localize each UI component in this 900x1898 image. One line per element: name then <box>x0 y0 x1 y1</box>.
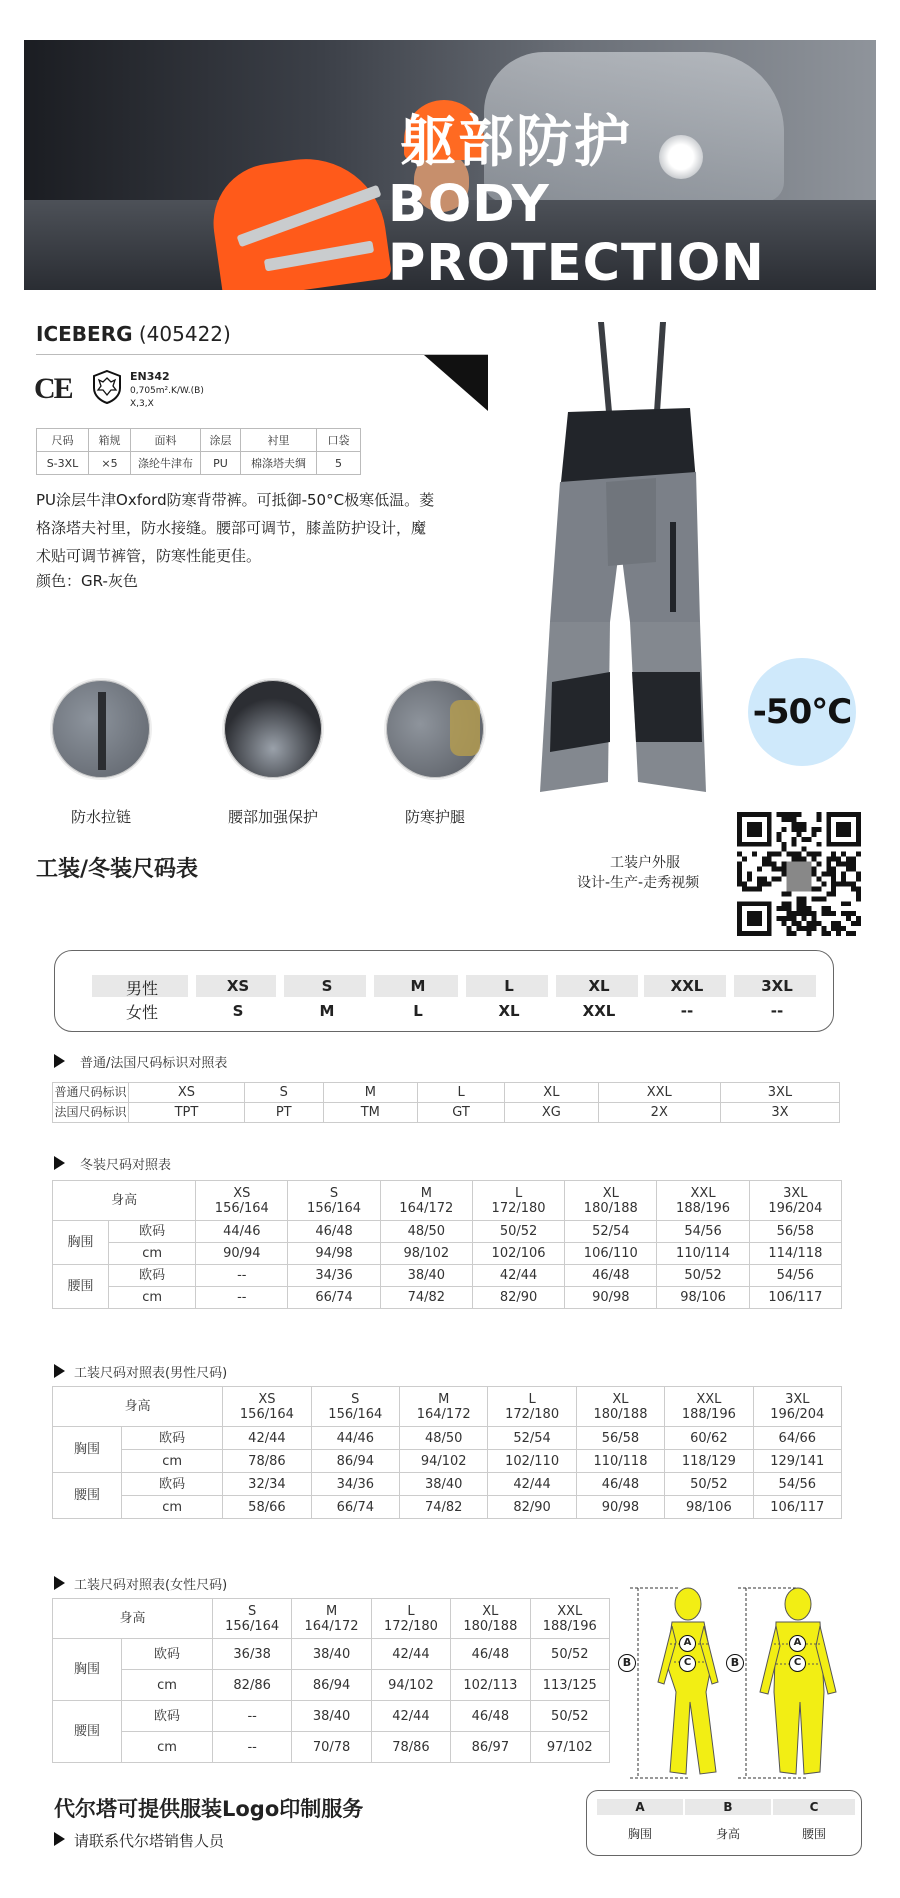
size-header <box>749 1181 841 1221</box>
logo-service-title: 代尔塔可提供服装Logo印制服务 <box>54 1797 364 1821</box>
gender-female-size: -- <box>770 1002 784 1020</box>
size-header <box>530 1599 609 1639</box>
gender-male-label: 男性 <box>125 979 158 998</box>
table-cell: 106/117 <box>753 1496 841 1519</box>
table-cell: 86/94 <box>292 1670 371 1701</box>
gender-female-size: XL <box>498 1002 520 1020</box>
table-cell: 38/40 <box>400 1473 488 1496</box>
table-cell: XS <box>129 1083 245 1103</box>
size-code: 3XL <box>785 1391 810 1407</box>
table-cell: 50/52 <box>472 1221 564 1243</box>
table-cell: 42/44 <box>371 1639 450 1670</box>
table-cell: 50/52 <box>665 1473 753 1496</box>
table-cell: M <box>323 1083 418 1103</box>
qr-label-1: 工装户外服 <box>610 855 680 871</box>
table-cell: 42/44 <box>472 1265 564 1287</box>
legend-meaning: 身高 <box>715 1827 740 1841</box>
table-cell: 90/98 <box>565 1287 657 1309</box>
table-row <box>53 1221 842 1243</box>
table-cell: 102/106 <box>472 1243 564 1265</box>
standard-code: EN342 <box>130 370 170 383</box>
table-cell: S <box>244 1083 323 1103</box>
size-height: 156/164 <box>328 1406 383 1422</box>
size-header <box>451 1599 530 1639</box>
table-cell: 82/90 <box>488 1496 576 1519</box>
size-height: 180/188 <box>593 1406 648 1422</box>
zipper-shape <box>98 692 106 770</box>
table-cell: 60/62 <box>665 1427 753 1450</box>
marker-a: A <box>679 1635 696 1652</box>
feature-label: 腰部加强保护 <box>227 808 318 826</box>
waist-label: 腰围 <box>53 1473 122 1519</box>
spec-value: 棉涤塔夫绸 <box>241 452 317 475</box>
waist-label: 腰围 <box>53 1701 122 1763</box>
size-code: S <box>329 1185 339 1201</box>
legend-meaning: 腰围 <box>801 1827 826 1841</box>
size-header <box>565 1181 657 1221</box>
standard-class: X,3,X <box>130 399 154 409</box>
size-code: L <box>407 1603 415 1619</box>
temperature-text: -50°C <box>752 692 852 732</box>
marker-c: C <box>679 1655 696 1672</box>
gender-male-size: M <box>410 977 426 995</box>
size-header <box>657 1181 749 1221</box>
table-cell: 34/36 <box>311 1473 399 1496</box>
table-cell: L <box>418 1083 505 1103</box>
feature-label: 防水拉链 <box>70 808 131 826</box>
size-code: XL <box>602 1185 619 1201</box>
size-height: 172/180 <box>491 1200 546 1216</box>
table-cell: XL <box>505 1083 599 1103</box>
table-cell: 58/66 <box>223 1496 311 1519</box>
header-row <box>53 1181 842 1221</box>
table-cell: 46/48 <box>451 1639 530 1670</box>
table-row <box>53 1265 842 1287</box>
marker-a: A <box>789 1635 806 1652</box>
size-header <box>196 1181 288 1221</box>
table-row <box>53 1243 842 1265</box>
size-height: 164/172 <box>304 1618 359 1634</box>
header-row <box>53 1599 610 1639</box>
marker-b: B <box>618 1654 636 1672</box>
table-cell: -- <box>212 1732 291 1763</box>
table-cell: -- <box>212 1701 291 1732</box>
gender-female-label: 女性 <box>125 1003 158 1022</box>
table-row <box>53 1701 610 1732</box>
size-height: 172/180 <box>383 1618 438 1634</box>
size-height: 164/172 <box>399 1200 454 1216</box>
camo-patch <box>450 700 480 756</box>
feature-label: 防寒护腿 <box>404 808 465 826</box>
cm-label: cm <box>122 1670 213 1701</box>
table-cell: 129/141 <box>753 1450 841 1473</box>
size-code: M <box>420 1185 432 1201</box>
size-header <box>576 1387 664 1427</box>
table-cell: 114/118 <box>749 1243 841 1265</box>
table-cell: 46/48 <box>288 1221 380 1243</box>
table-cell: 74/82 <box>400 1496 488 1519</box>
size-height: 196/204 <box>768 1200 823 1216</box>
fr-size-table <box>52 1082 840 1123</box>
table-cell: -- <box>196 1265 288 1287</box>
table-cell: 46/48 <box>451 1701 530 1732</box>
table-cell: 54/56 <box>749 1265 841 1287</box>
size-height: 156/164 <box>214 1200 269 1216</box>
legend-letter: A <box>597 1799 683 1815</box>
height-label: 身高 <box>53 1181 196 1221</box>
feature-image-zipper <box>50 678 152 780</box>
table-cell: 54/56 <box>753 1473 841 1496</box>
table-row <box>53 1450 842 1473</box>
table-cell: 42/44 <box>371 1701 450 1732</box>
table-cell: 54/56 <box>657 1221 749 1243</box>
table-cell: 90/94 <box>196 1243 288 1265</box>
table-cell: 56/58 <box>576 1427 664 1450</box>
table-cell: 74/82 <box>380 1287 472 1309</box>
qr-code-icon <box>737 812 861 936</box>
table-cell: 2X <box>598 1103 720 1123</box>
table-cell: PT <box>244 1103 323 1123</box>
divider <box>36 354 488 355</box>
table-row <box>53 1287 842 1309</box>
table-row <box>53 1103 840 1123</box>
height-label: 身高 <box>53 1387 223 1427</box>
row-label: 法国尺码标识 <box>53 1103 129 1123</box>
size-code: XL <box>482 1603 499 1619</box>
table-row <box>53 1670 610 1701</box>
table-cell: 90/98 <box>576 1496 664 1519</box>
table-row <box>53 1427 842 1450</box>
spec-value: S-3XL <box>37 452 89 475</box>
size-header <box>472 1181 564 1221</box>
table-row <box>53 1473 842 1496</box>
gender-female-size: XXL <box>582 1002 616 1020</box>
size-header <box>665 1387 753 1427</box>
size-code: S <box>248 1603 257 1619</box>
male-body-figure <box>728 1582 848 1782</box>
cm-label: cm <box>122 1450 223 1473</box>
table-cell: 52/54 <box>565 1221 657 1243</box>
table-cell: 82/90 <box>472 1287 564 1309</box>
winter-size-table <box>52 1180 842 1309</box>
size-height: 188/196 <box>542 1618 597 1634</box>
corner-triangle <box>424 355 488 411</box>
table-cell: 38/40 <box>380 1265 472 1287</box>
header-row <box>53 1387 842 1427</box>
table-cell: 66/74 <box>288 1287 380 1309</box>
cm-label: cm <box>109 1287 196 1309</box>
table-cell: 98/102 <box>380 1243 472 1265</box>
table-cell: 38/40 <box>292 1639 371 1670</box>
table-cell: 66/74 <box>311 1496 399 1519</box>
size-height: 180/188 <box>463 1618 518 1634</box>
worker-illustration <box>174 100 424 290</box>
spec-value: ×5 <box>89 452 131 475</box>
eu-label: 欧码 <box>109 1221 196 1243</box>
table-cell: 32/34 <box>223 1473 311 1496</box>
table-cell: 98/106 <box>665 1496 753 1519</box>
arrow-icon <box>54 1156 65 1170</box>
table-cell: 94/102 <box>371 1670 450 1701</box>
size-height: 188/196 <box>676 1200 731 1216</box>
table-row <box>53 1639 610 1670</box>
table-cell: XG <box>505 1103 599 1123</box>
eu-label: 欧码 <box>109 1265 196 1287</box>
female-body-figure <box>620 1582 728 1782</box>
headlight <box>659 135 703 179</box>
table-cell: 50/52 <box>657 1265 749 1287</box>
table-cell: GT <box>418 1103 505 1123</box>
marker-c: C <box>789 1655 806 1672</box>
size-height: 180/188 <box>583 1200 638 1216</box>
table-cell: 78/86 <box>223 1450 311 1473</box>
spec-header: 尺码 <box>37 429 89 452</box>
size-code: XXL <box>696 1391 722 1407</box>
spec-header: 衬里 <box>241 429 317 452</box>
chest-label: 胸围 <box>53 1221 109 1265</box>
table-cell: 70/78 <box>292 1732 371 1763</box>
female-size-table <box>52 1598 610 1763</box>
table-cell: 38/40 <box>292 1701 371 1732</box>
table-cell: 113/125 <box>530 1670 609 1701</box>
table-cell: 3X <box>720 1103 839 1123</box>
table-cell: 118/129 <box>665 1450 753 1473</box>
table-cell: 78/86 <box>371 1732 450 1763</box>
hero-title-en: BODY PROTECTION <box>388 175 765 293</box>
size-code: XXL <box>690 1185 716 1201</box>
table-row <box>53 1496 842 1519</box>
male-size-table <box>52 1386 842 1519</box>
table-cell: 94/98 <box>288 1243 380 1265</box>
size-code: 3XL <box>783 1185 808 1201</box>
size-header <box>311 1387 399 1427</box>
table-cell: 86/97 <box>451 1732 530 1763</box>
spec-value: PU <box>201 452 241 475</box>
table-cell: TPT <box>129 1103 245 1123</box>
size-height: 156/164 <box>239 1406 294 1422</box>
size-header <box>400 1387 488 1427</box>
table-cell: 48/50 <box>380 1221 472 1243</box>
spec-header: 涂层 <box>201 429 241 452</box>
size-height: 188/196 <box>681 1406 736 1422</box>
arrow-icon <box>54 1364 65 1378</box>
waist-label: 腰围 <box>53 1265 109 1309</box>
gender-male-size: XS <box>226 977 250 995</box>
table-cell: 106/110 <box>565 1243 657 1265</box>
pants-image <box>520 322 720 832</box>
spec-header: 面料 <box>131 429 201 452</box>
cm-label: cm <box>122 1732 213 1763</box>
product-description: PU涂层牛津Oxford防寒背带裤。可抵御-50°C极寒低温。菱格涤塔夫衬里，防水接缝。腰部可调节，膝盖防护设计，魔术贴可调节裤管，防寒性能更佳。 <box>36 491 435 565</box>
size-header <box>753 1387 841 1427</box>
cm-label: cm <box>109 1243 196 1265</box>
standard-value: 0,705m².K/W.(B) <box>130 386 204 396</box>
table-cell: 42/44 <box>223 1427 311 1450</box>
spec-header-row <box>37 429 361 452</box>
size-header <box>488 1387 576 1427</box>
legend-letter: C <box>773 1799 855 1815</box>
table-row <box>53 1083 840 1103</box>
arrow-icon <box>54 1832 65 1846</box>
table-cell: 106/117 <box>749 1287 841 1309</box>
size-height: 196/204 <box>770 1406 825 1422</box>
table-cell: 52/54 <box>488 1427 576 1450</box>
table-cell: 82/86 <box>212 1670 291 1701</box>
table-cell: 50/52 <box>530 1701 609 1732</box>
legend-meaning: 胸围 <box>627 1827 652 1841</box>
male-table-title: 工装尺码对照表(男性尺码) <box>74 1366 228 1381</box>
size-code: XL <box>612 1391 629 1407</box>
table-cell: XXL <box>598 1083 720 1103</box>
gender-female-size: S <box>232 1002 244 1020</box>
table-cell: 48/50 <box>400 1427 488 1450</box>
table-cell: 34/36 <box>288 1265 380 1287</box>
size-code: XS <box>233 1185 251 1201</box>
spec-value: 涤纶牛津布 <box>131 452 201 475</box>
eu-label: 欧码 <box>122 1473 223 1496</box>
gender-male-size: L <box>504 977 514 995</box>
size-header <box>292 1599 371 1639</box>
size-code: M <box>438 1391 450 1407</box>
size-header <box>380 1181 472 1221</box>
feature-image-waist <box>222 678 324 780</box>
table-cell: 94/102 <box>400 1450 488 1473</box>
size-code: M <box>325 1603 338 1619</box>
table-cell: 44/46 <box>196 1221 288 1243</box>
row-label: 普通尺码标识 <box>53 1083 129 1103</box>
table-cell: 86/94 <box>311 1450 399 1473</box>
table-cell: 102/113 <box>451 1670 530 1701</box>
size-code: XXL <box>557 1603 583 1619</box>
legend-letter: B <box>685 1799 771 1815</box>
gender-male-size: 3XL <box>761 977 793 995</box>
size-section-title: 工装/冬装尺码表 <box>36 857 199 882</box>
logo-service-subtitle: 请联系代尔塔销售人员 <box>74 1832 225 1850</box>
winter-table-title: 冬装尺码对照表 <box>80 1158 172 1173</box>
table-cell: 44/46 <box>311 1427 399 1450</box>
product-title <box>36 322 231 346</box>
size-code: L <box>528 1391 536 1407</box>
size-header <box>371 1599 450 1639</box>
spec-value-row <box>37 452 361 475</box>
eu-label: 欧码 <box>122 1701 213 1732</box>
gender-female-size: -- <box>680 1002 694 1020</box>
table-cell: -- <box>196 1287 288 1309</box>
eu-label: 欧码 <box>122 1427 223 1450</box>
spec-table <box>36 428 361 475</box>
qr-label-2: 设计-生产-走秀视频 <box>577 875 700 891</box>
cm-label: cm <box>122 1496 223 1519</box>
table-cell: TM <box>323 1103 418 1123</box>
table-cell: 64/66 <box>753 1427 841 1450</box>
table-cell: 102/110 <box>488 1450 576 1473</box>
gender-male-size: XL <box>588 977 610 995</box>
spec-header: 口袋 <box>317 429 361 452</box>
spec-value: 5 <box>317 452 361 475</box>
measurement-legend <box>586 1790 862 1856</box>
spec-header: 箱规 <box>89 429 131 452</box>
gender-female-size: L <box>413 1002 423 1020</box>
size-header <box>288 1181 380 1221</box>
size-header <box>212 1599 291 1639</box>
product-color: 颜色：GR-灰色 <box>36 572 138 590</box>
table-cell: 110/118 <box>576 1450 664 1473</box>
arrow-icon <box>54 1054 65 1068</box>
table-cell: 46/48 <box>576 1473 664 1496</box>
eu-label: 欧码 <box>122 1639 213 1670</box>
table-cell: 97/102 <box>530 1732 609 1763</box>
product-name: ICEBERG <box>36 322 133 346</box>
height-label: 身高 <box>53 1599 213 1639</box>
gender-male-size: S <box>321 977 333 995</box>
table-cell: 42/44 <box>488 1473 576 1496</box>
chest-label: 胸围 <box>53 1427 122 1473</box>
size-height: 156/164 <box>307 1200 362 1216</box>
gender-female-size: M <box>319 1002 335 1020</box>
arrow-icon <box>54 1576 65 1590</box>
table-cell: 56/58 <box>749 1221 841 1243</box>
gender-male-size: XXL <box>670 977 704 995</box>
product-code: (405422) <box>138 322 231 346</box>
feature-image-leg <box>384 678 486 780</box>
size-code: XS <box>258 1391 276 1407</box>
table-cell: 3XL <box>720 1083 839 1103</box>
table-cell: 110/114 <box>657 1243 749 1265</box>
size-height: 156/164 <box>225 1618 280 1634</box>
table-cell: 50/52 <box>530 1639 609 1670</box>
hero-title-cn: 躯部防护 <box>400 110 632 175</box>
size-code: L <box>514 1185 523 1201</box>
size-height: 172/180 <box>505 1406 560 1422</box>
table-cell: 36/38 <box>212 1639 291 1670</box>
shield-icon <box>92 370 122 404</box>
table-row <box>53 1732 610 1763</box>
table-cell: 98/106 <box>657 1287 749 1309</box>
female-table-title: 工装尺码对照表(女性尺码) <box>74 1578 228 1593</box>
size-header <box>223 1387 311 1427</box>
fr-table-title: 普通/法国尺码标识对照表 <box>80 1056 228 1071</box>
chest-label: 胸围 <box>53 1639 122 1701</box>
table-cell: 46/48 <box>565 1265 657 1287</box>
ce-mark: CE <box>34 372 72 405</box>
size-height: 164/172 <box>416 1406 471 1422</box>
size-code: S <box>351 1391 360 1407</box>
marker-b: B <box>726 1654 744 1672</box>
